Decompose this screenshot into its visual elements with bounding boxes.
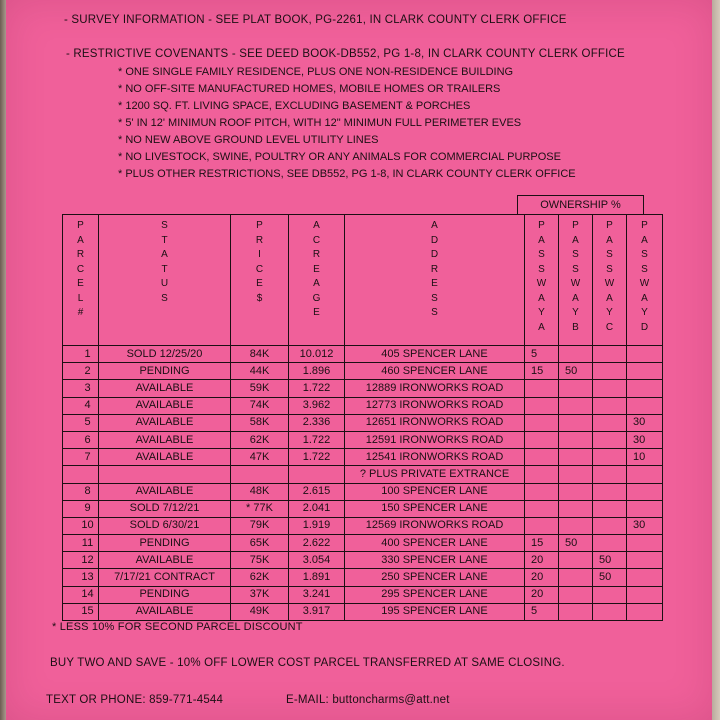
cell-price: 62K — [231, 569, 289, 586]
header-letter: A — [572, 292, 579, 304]
header-letter: P — [538, 220, 545, 231]
cell-parcel: 7 — [63, 449, 99, 466]
header-letter: W — [604, 278, 615, 289]
header-letter: D — [430, 249, 439, 260]
cell-passway-d: 30 — [627, 517, 663, 534]
cell-parcel: 10 — [63, 517, 99, 534]
header-letter: S — [572, 263, 579, 275]
header-parcel — [63, 215, 99, 346]
cell-passway-c: 50 — [593, 552, 627, 569]
header-price — [231, 215, 289, 346]
header-letter: W — [536, 278, 547, 289]
cell-status: 7/17/21 CONTRACT — [99, 569, 231, 586]
cell-passway-a: 20 — [525, 569, 559, 586]
table-row — [63, 380, 663, 397]
cell-address: 12889 IRONWORKS ROAD — [345, 380, 525, 397]
cell-address: 12773 IRONWORKS ROAD — [345, 397, 525, 414]
cell-passway-d — [627, 483, 663, 500]
cell-price: 79K — [231, 517, 289, 534]
header-letter: U — [160, 278, 169, 289]
table-row — [63, 346, 663, 363]
cell-passway-d — [627, 569, 663, 586]
cell-passway-b: 50 — [559, 535, 593, 552]
table-row — [63, 466, 663, 483]
table-row — [63, 397, 663, 414]
cell-status: SOLD 6/30/21 — [99, 517, 231, 534]
header-letter: R — [255, 234, 264, 246]
table-row — [63, 449, 663, 466]
cell-status: AVAILABLE — [99, 397, 231, 414]
cell-passway-a — [525, 517, 559, 534]
background-right-edge — [712, 0, 720, 720]
cell-acreage: 1.722 — [289, 380, 345, 397]
contact-phone: TEXT OR PHONE: 859-771-4544 — [46, 694, 224, 706]
header-letter: A — [313, 220, 320, 231]
header-letter: E — [77, 278, 84, 289]
header-letter: P — [77, 220, 84, 231]
cell-price: 37K — [231, 586, 289, 603]
table-row — [63, 414, 663, 431]
header-letter: A — [538, 292, 545, 304]
parcel-table-body — [63, 346, 663, 621]
cell-passway-a: 15 — [525, 535, 559, 552]
header-letter: D — [430, 234, 439, 246]
table-row — [63, 569, 663, 586]
cell-parcel: 8 — [63, 483, 99, 500]
cell-address: 100 SPENCER LANE — [345, 483, 525, 500]
header-passway-d — [627, 215, 663, 346]
cell-passway-d: 30 — [627, 431, 663, 448]
restriction-item: * 5' IN 12' MINIMUN ROOF PITCH, WITH 12" MINIMUN FULL PERIMETER EVES — [118, 117, 522, 129]
ownership-header: OWNERSHIP % — [517, 195, 644, 214]
cell-acreage: 1.722 — [289, 431, 345, 448]
cell-price: 59K — [231, 380, 289, 397]
header-address — [345, 215, 525, 346]
cell-passway-b — [559, 586, 593, 603]
cell-acreage: 2.622 — [289, 535, 345, 552]
header-letter: C — [255, 263, 264, 275]
cell-passway-d — [627, 363, 663, 380]
cell-passway-c — [593, 414, 627, 431]
pink-flyer-sheet — [6, 0, 714, 720]
header-letter: S — [606, 263, 613, 275]
header-acreage — [289, 215, 345, 346]
restriction-item: * PLUS OTHER RESTRICTIONS, SEE DB552, PG 1-8, IN CLARK COUNTY CLERK OFFICE — [118, 168, 576, 180]
cell-parcel: 15 — [63, 603, 99, 620]
header-letter: $ — [256, 292, 263, 304]
cell-passway-a — [525, 449, 559, 466]
cell-acreage: 1.896 — [289, 363, 345, 380]
header-letter: S — [641, 263, 648, 275]
header-letter: W — [570, 278, 581, 289]
header-letter: Y — [641, 307, 648, 318]
cell-address: 12651 IRONWORKS ROAD — [345, 414, 525, 431]
header-letter: T — [161, 263, 168, 275]
header-letter: I — [258, 249, 261, 260]
cell-passway-a: 5 — [525, 346, 559, 363]
cell-status: SOLD 7/12/21 — [99, 500, 231, 517]
cell-status — [99, 466, 231, 483]
header-letter: W — [639, 278, 650, 289]
cell-passway-d — [627, 535, 663, 552]
cell-passway-c — [593, 517, 627, 534]
header-letter: R — [76, 249, 85, 260]
cell-passway-d: 10 — [627, 449, 663, 466]
header-letter: C — [312, 234, 321, 246]
cell-passway-a: 20 — [525, 552, 559, 569]
header-status — [99, 215, 231, 346]
cell-acreage — [289, 466, 345, 483]
restriction-item: * NO OFF-SITE MANUFACTURED HOMES, MOBILE HOMES OR TRAILERS — [118, 83, 501, 95]
cell-passway-a — [525, 483, 559, 500]
cell-passway-b — [559, 397, 593, 414]
table-row — [63, 431, 663, 448]
cell-passway-c — [593, 397, 627, 414]
cell-acreage: 2.041 — [289, 500, 345, 517]
cell-passway-b — [559, 449, 593, 466]
cell-price: 84K — [231, 346, 289, 363]
cell-parcel: 11 — [63, 535, 99, 552]
cell-acreage: 1.919 — [289, 517, 345, 534]
cell-acreage: 3.241 — [289, 586, 345, 603]
header-letter: E — [256, 278, 263, 289]
cell-acreage: 10.012 — [289, 346, 345, 363]
cell-status: AVAILABLE — [99, 603, 231, 620]
header-letter: A — [641, 292, 648, 304]
cell-parcel: 14 — [63, 586, 99, 603]
header-letter: Y — [538, 307, 545, 318]
cell-passway-b — [559, 380, 593, 397]
cell-passway-c — [593, 483, 627, 500]
cell-passway-a — [525, 431, 559, 448]
survey-info-line: - SURVEY INFORMATION - SEE PLAT BOOK, PG-2261, IN CLARK COUNTY CLERK OFFICE — [64, 14, 567, 26]
header-letter: R — [312, 249, 321, 260]
cell-passway-b: 50 — [559, 363, 593, 380]
restriction-item: * NO LIVESTOCK, SWINE, POULTRY OR ANY ANIMALS FOR COMMERCIAL PURPOSE — [118, 151, 561, 163]
header-letter: Y — [572, 307, 579, 318]
cell-price: 62K — [231, 431, 289, 448]
cell-address: 330 SPENCER LANE — [345, 552, 525, 569]
header-passway-c — [593, 215, 627, 346]
header-letter: E — [431, 278, 438, 289]
header-letter: S — [538, 249, 545, 260]
cell-passway-a — [525, 500, 559, 517]
cell-status: AVAILABLE — [99, 449, 231, 466]
header-letter: C — [605, 321, 614, 333]
header-letter: S — [572, 249, 579, 260]
cell-status: PENDING — [99, 586, 231, 603]
table-row — [63, 535, 663, 552]
cell-passway-c — [593, 603, 627, 620]
header-letter: A — [313, 278, 320, 289]
cell-price — [231, 466, 289, 483]
cell-parcel — [63, 466, 99, 483]
cell-status: AVAILABLE — [99, 431, 231, 448]
cell-price: 49K — [231, 603, 289, 620]
cell-passway-b — [559, 603, 593, 620]
cell-parcel: 12 — [63, 552, 99, 569]
header-passway-b — [559, 215, 593, 346]
header-letter: # — [77, 307, 84, 318]
cell-parcel: 2 — [63, 363, 99, 380]
cell-address: ? PLUS PRIVATE EXTRANCE — [345, 466, 525, 483]
promo-line: BUY TWO AND SAVE - 10% OFF LOWER COST PARCEL TRANSFERRED AT SAME CLOSING. — [50, 657, 565, 669]
header-letter: T — [161, 234, 168, 246]
cell-price: 74K — [231, 397, 289, 414]
table-row — [63, 586, 663, 603]
cell-passway-d — [627, 586, 663, 603]
cell-passway-c — [593, 500, 627, 517]
cell-address: 400 SPENCER LANE — [345, 535, 525, 552]
table-row — [63, 552, 663, 569]
cell-passway-b — [559, 569, 593, 586]
cell-passway-c — [593, 466, 627, 483]
cell-passway-b — [559, 466, 593, 483]
cell-status: AVAILABLE — [99, 380, 231, 397]
header-letter: P — [606, 220, 613, 231]
header-letter: Y — [606, 307, 613, 318]
cell-passway-c — [593, 535, 627, 552]
header-letter: R — [430, 263, 439, 275]
header-letter: A — [431, 220, 438, 231]
header-letter: G — [312, 292, 321, 304]
cell-passway-b — [559, 431, 593, 448]
cell-price: 58K — [231, 414, 289, 431]
cell-price: * 77K — [231, 500, 289, 517]
cell-price: 48K — [231, 483, 289, 500]
cell-acreage: 3.054 — [289, 552, 345, 569]
cell-acreage: 3.917 — [289, 603, 345, 620]
cell-parcel: 4 — [63, 397, 99, 414]
cell-price: 75K — [231, 552, 289, 569]
header-letter: S — [606, 249, 613, 260]
header-letter: L — [77, 292, 84, 304]
cell-passway-b — [559, 517, 593, 534]
cell-passway-c — [593, 380, 627, 397]
restriction-item: * NO NEW ABOVE GROUND LEVEL UTILITY LINES — [118, 134, 379, 146]
header-letter: S — [431, 292, 438, 304]
header-letter: A — [606, 292, 613, 304]
header-letter: S — [161, 292, 168, 304]
cell-address: 12591 IRONWORKS ROAD — [345, 431, 525, 448]
table-row — [63, 363, 663, 380]
cell-parcel: 9 — [63, 500, 99, 517]
cell-acreage: 3.962 — [289, 397, 345, 414]
cell-passway-c: 50 — [593, 569, 627, 586]
header-passway-a — [525, 215, 559, 346]
cell-passway-d — [627, 500, 663, 517]
header-letter: D — [640, 321, 649, 333]
cell-passway-a: 20 — [525, 586, 559, 603]
contact-email: E-MAIL: buttoncharms@att.net — [286, 694, 450, 706]
cell-passway-a — [525, 466, 559, 483]
cell-acreage: 1.722 — [289, 449, 345, 466]
cell-address: 295 SPENCER LANE — [345, 586, 525, 603]
cell-status: AVAILABLE — [99, 552, 231, 569]
table-row — [63, 603, 663, 620]
cell-status: PENDING — [99, 535, 231, 552]
cell-passway-a — [525, 380, 559, 397]
parcel-table — [62, 214, 663, 621]
cell-price: 47K — [231, 449, 289, 466]
header-letter: A — [606, 234, 613, 246]
cell-passway-c — [593, 346, 627, 363]
cell-address: 12569 IRONWORKS ROAD — [345, 517, 525, 534]
cell-price: 65K — [231, 535, 289, 552]
table-row — [63, 517, 663, 534]
header-letter: A — [77, 234, 84, 246]
cell-passway-a: 15 — [525, 363, 559, 380]
header-letter: E — [313, 307, 320, 318]
cell-passway-b — [559, 483, 593, 500]
cell-address: 405 SPENCER LANE — [345, 346, 525, 363]
cell-status: AVAILABLE — [99, 414, 231, 431]
header-letter: S — [641, 249, 648, 260]
cell-acreage: 2.615 — [289, 483, 345, 500]
header-letter: E — [313, 263, 320, 275]
restrictive-covenants-line: - RESTRICTIVE COVENANTS - SEE DEED BOOK-DB552, PG 1-8, IN CLARK COUNTY CLERK OFFICE — [66, 48, 625, 60]
table-header-row — [63, 215, 663, 346]
cell-passway-d — [627, 466, 663, 483]
cell-passway-d: 30 — [627, 414, 663, 431]
header-letter: A — [538, 234, 545, 246]
cell-parcel: 1 — [63, 346, 99, 363]
header-letter: A — [572, 234, 579, 246]
cell-acreage: 1.891 — [289, 569, 345, 586]
cell-parcel: 6 — [63, 431, 99, 448]
cell-passway-c — [593, 449, 627, 466]
cell-passway-d — [627, 397, 663, 414]
header-letter: P — [256, 220, 263, 231]
discount-footnote: * LESS 10% FOR SECOND PARCEL DISCOUNT — [52, 621, 303, 633]
cell-parcel: 3 — [63, 380, 99, 397]
cell-price: 44K — [231, 363, 289, 380]
cell-parcel: 13 — [63, 569, 99, 586]
cell-address: 150 SPENCER LANE — [345, 500, 525, 517]
restriction-item: * ONE SINGLE FAMILY RESIDENCE, PLUS ONE NON-RESIDENCE BUILDING — [118, 66, 514, 78]
cell-passway-d — [627, 380, 663, 397]
cell-passway-c — [593, 363, 627, 380]
cell-address: 12541 IRONWORKS ROAD — [345, 449, 525, 466]
header-letter: P — [572, 220, 579, 231]
cell-passway-c — [593, 431, 627, 448]
cell-passway-a — [525, 414, 559, 431]
cell-passway-a: 5 — [525, 603, 559, 620]
header-letter: B — [572, 321, 579, 333]
cell-status: PENDING — [99, 363, 231, 380]
cell-address: 460 SPENCER LANE — [345, 363, 525, 380]
header-letter: C — [76, 263, 85, 275]
cell-passway-c — [593, 586, 627, 603]
restriction-item: * 1200 SQ. FT. LIVING SPACE, EXCLUDING BASEMENT & PORCHES — [118, 100, 471, 112]
header-letter: S — [431, 307, 438, 318]
header-letter: S — [161, 220, 168, 231]
cell-status: SOLD 12/25/20 — [99, 346, 231, 363]
cell-acreage: 2.336 — [289, 414, 345, 431]
table-row — [63, 500, 663, 517]
cell-parcel: 5 — [63, 414, 99, 431]
cell-passway-b — [559, 414, 593, 431]
cell-status: AVAILABLE — [99, 483, 231, 500]
cell-passway-d — [627, 346, 663, 363]
cell-passway-b — [559, 500, 593, 517]
table-row — [63, 483, 663, 500]
cell-address: 195 SPENCER LANE — [345, 603, 525, 620]
cell-passway-b — [559, 346, 593, 363]
header-letter: A — [538, 321, 545, 333]
cell-passway-d — [627, 552, 663, 569]
cell-passway-d — [627, 603, 663, 620]
header-letter: A — [161, 249, 168, 260]
header-letter: P — [641, 220, 648, 231]
cell-passway-a — [525, 397, 559, 414]
cell-passway-b — [559, 552, 593, 569]
header-letter: A — [641, 234, 648, 246]
cell-address: 250 SPENCER LANE — [345, 569, 525, 586]
header-letter: S — [538, 263, 545, 275]
